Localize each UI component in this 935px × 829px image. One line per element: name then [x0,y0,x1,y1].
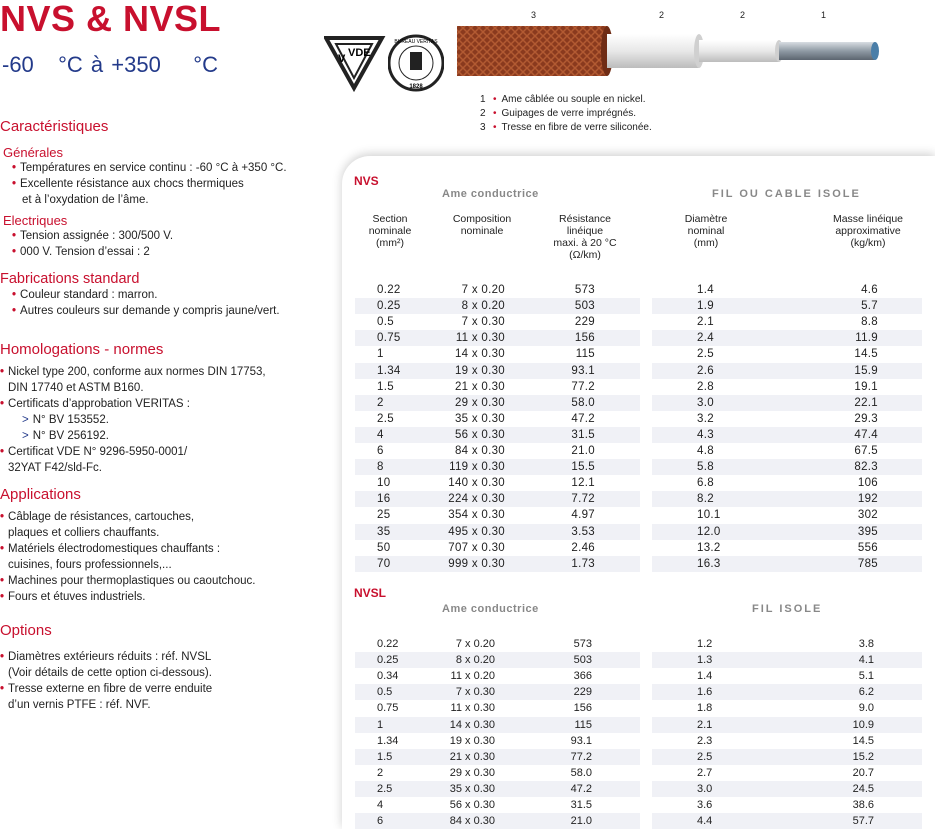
list-item: • Fours et étuves industriels. [0,591,146,603]
table-row [355,491,640,507]
page-title: NVS & NVSL [0,0,222,39]
table-cell: 302 [857,509,878,522]
table-cell: 29 x 0.30 [449,766,495,779]
nvs-table-label: NVS [354,174,379,188]
table-cell: 1.2 [697,638,713,650]
table-cell: 3.53 [571,525,595,538]
table-cell: 4.8 [697,445,714,457]
table-row [355,765,640,781]
table-cell: 2.1 [697,316,714,329]
table-cell: 2.5 [377,412,394,425]
table-cell: 16.3 [697,557,721,570]
table-cell: 11 x 0.30 [450,702,495,715]
table-cell: 10.9 [852,718,874,731]
table-cell: 24.5 [852,782,874,795]
table-row [652,749,922,765]
table-row [652,524,922,540]
list-item: • Certificat VDE N° 9296-5950-0001/ [0,446,188,458]
section-heading: Applications [0,486,81,503]
table-row [652,395,922,411]
table-row [355,314,640,330]
table-row [355,700,640,716]
table-cell: 20.7 [852,766,874,779]
table-cell: 229 [573,686,592,699]
table-row [355,540,640,556]
table-cell: 2.5 [377,782,393,795]
cable-number: 1 [821,10,827,20]
table-cell: 15.2 [852,750,874,763]
table-cell: 70 [377,557,391,570]
cable-number: 2 [659,10,665,20]
table-cell: 6 [377,815,384,828]
table-row [652,411,922,427]
table-cell: 156 [573,702,592,715]
table-row [355,363,640,379]
table-cell: 21 x 0.30 [449,750,495,763]
table-cell: 2.5 [697,750,713,763]
table-row [652,443,922,459]
table-row [652,363,922,379]
nvsl-table-label: NVSL [354,586,387,600]
table-cell: 12.0 [697,525,721,538]
list-item: • Températures en service continu : -60 °C à +350 °C. [12,162,287,174]
table-cell: 21.0 [570,815,592,828]
table-row [652,507,922,523]
table-cell: 8.2 [697,493,714,506]
table-cell: 67.5 [854,445,878,457]
table-cell: 93.1 [570,734,592,747]
table-cell: 0.34 [377,670,399,683]
list-item: • Autres couleurs sur demande y compris jaune/vert. [12,305,280,317]
section-heading: Options [0,622,52,639]
list-item: plaques et colliers chauffants. [8,527,160,539]
table-cell: 3.2 [697,412,714,425]
list-item: • Machines pour thermoplastiques ou caoutchouc. [0,575,256,587]
cable-number: 3 [531,10,537,20]
table-cell: 1.5 [377,380,394,393]
table-cell: 8 x 0.20 [455,654,495,667]
table-cell: 35 [377,525,391,538]
list-item: • Diamètres extérieurs réduits : réf. NVSL [0,651,212,663]
table-cell: 4.4 [697,815,713,828]
nvs-section-conductor: Ame conductrice [442,188,539,200]
table-row [652,652,922,668]
table-cell: 999 x 0.30 [448,557,505,570]
table-cell: 47.2 [571,412,595,425]
list-item: • Excellente résistance aux chocs thermiques [12,178,244,190]
certification-logos [324,30,444,101]
table-cell: 14 x 0.30 [454,348,505,361]
table-row [652,491,922,507]
table-row [355,717,640,733]
list-item: 32YAT F42/sld-Fc. [8,462,102,474]
list-item: • Tresse externe en fibre de verre enduite [0,683,213,695]
table-cell: 503 [574,300,595,313]
table-cell: 573 [574,284,595,296]
table-cell: 3.6 [697,799,713,811]
svg-text:BUREAU VERITAS: BUREAU VERITAS [394,39,438,45]
table-row [355,636,640,652]
table-cell: 1.6 [697,686,713,699]
table-row [355,411,640,427]
table-cell: 22.1 [854,396,878,409]
table-cell: 82.3 [854,461,878,474]
list-item: • 000 V. Tension d’essai : 2 [12,246,150,258]
table-cell: 366 [573,670,592,683]
table-row [355,443,640,459]
svg-text:V: V [338,53,346,65]
legend-item: 3 • Tresse en fibre de verre siliconée. [480,122,652,133]
table-cell: 4 [377,799,384,811]
table-cell: 3.8 [858,638,874,650]
table-cell: 29.3 [854,412,878,425]
section-heading: Fabrications standard [0,271,140,287]
section-heading: Caractéristiques [0,118,109,135]
table-cell: 7 x 0.20 [461,284,505,296]
column-header-diameter: Diamètre nominal (mm) [684,213,728,249]
table-cell: 0.22 [377,284,401,296]
nvs-section-cable: FIL OU CABLE ISOLE [712,188,861,200]
table-cell: 19 x 0.30 [449,734,495,747]
list-item: • Matériels électrodomestiques chauffants : [0,543,221,555]
column-header-mass: Masse linéique approximative (kg/km) [832,213,904,249]
table-cell: 5.1 [858,670,874,683]
table-cell: 21.0 [571,445,595,457]
table-cell: 38.6 [852,799,874,811]
table-cell: 47.2 [570,782,592,795]
table-cell: 3.0 [697,396,714,409]
table-cell: 1.3 [697,654,713,667]
table-cell: 1.34 [377,364,401,377]
table-row [652,636,922,652]
table-cell: 10.1 [697,509,721,522]
table-cell: 7 x 0.20 [455,638,495,650]
table-cell: 503 [573,654,592,667]
svg-text:VDE: VDE [348,47,371,59]
table-cell: 229 [574,316,595,329]
table-cell: 2 [377,766,384,779]
list-item: • Certificats d’approbation VERITAS : [0,398,190,410]
table-cell: 2.7 [697,766,713,779]
table-cell: 19.1 [854,380,878,393]
table-cell: 2.1 [697,718,713,731]
table-cell: 15.5 [571,461,595,474]
table-cell: 11 x 0.30 [455,332,505,345]
table-cell: 119 x 0.30 [449,461,505,474]
subsection-heading: Electriques [3,213,68,228]
table-row [355,797,640,813]
list-item: d’un vernis PTFE : réf. NVF. [8,699,151,711]
table-row [652,717,922,733]
list-item: • Câblage de résistances, cartouches, [0,511,195,523]
table-cell: 0.5 [377,686,393,699]
table-cell: 4 [377,428,384,441]
table-row [355,298,640,314]
table-cell: 15.9 [854,364,878,377]
table-row [355,749,640,765]
section-heading: Homologations - normes [0,341,164,358]
legend-item: 2 • Guipages de verre imprégnés. [480,108,637,119]
table-cell: 1.5 [377,750,393,763]
table-cell: 5.7 [861,300,878,313]
table-row [652,475,922,491]
table-cell: 8 x 0.20 [461,300,505,313]
table-row [652,668,922,684]
table-row [355,652,640,668]
table-row [355,459,640,475]
table-cell: 0.75 [377,702,399,715]
table-cell: 1.73 [571,557,595,570]
table-cell: 106 [857,477,878,490]
table-cell: 573 [573,638,592,650]
subsection-heading: Générales [3,145,63,160]
table-cell: 1.8 [697,702,713,715]
veritas-logo-icon [388,30,444,96]
table-row [652,813,922,829]
table-cell: 56 x 0.30 [449,799,495,811]
table-cell: 35 x 0.30 [454,412,505,425]
cable-icon [455,20,895,90]
table-cell: 21 x 0.30 [454,380,505,393]
table-row [652,540,922,556]
table-cell: 14 x 0.30 [449,718,495,731]
list-item: et à l’oxydation de l’âme. [22,194,149,206]
table-cell: 2.5 [697,348,714,361]
table-cell: 84 x 0.30 [454,445,505,457]
table-cell: 1.4 [697,670,713,683]
table-cell: 6.2 [858,686,874,699]
table-row [355,668,640,684]
table-cell: 47.4 [854,428,878,441]
table-row [652,314,922,330]
table-cell: 495 x 0.30 [448,525,505,538]
table-cell: 35 x 0.30 [449,782,495,795]
table-row [355,379,640,395]
table-row [652,298,922,314]
list-item: cuisines, fours professionnels,... [8,559,172,571]
table-cell: 2.6 [697,364,714,377]
table-cell: 31.5 [571,428,595,441]
table-cell: 7 x 0.30 [461,316,505,329]
table-cell: 140 x 0.30 [448,477,505,490]
table-cell: 58.0 [571,396,595,409]
list-item: • Nickel type 200, conforme aux normes DIN 17753, [0,366,266,378]
table-cell: 11.9 [855,332,878,345]
table-cell: 1.9 [697,300,714,313]
table-row [355,282,640,298]
table-row [652,330,922,346]
table-row [355,781,640,797]
table-row [355,346,640,362]
table-cell: 6 [377,445,384,457]
table-cell: 1 [377,718,384,731]
table-row [652,765,922,781]
list-item: > N° BV 153552. [22,414,109,426]
table-cell: 4.97 [571,509,595,522]
table-cell: 13.2 [697,541,721,554]
list-item: • Tension assignée : 300/500 V. [12,230,174,242]
table-cell: 77.2 [570,750,592,763]
table-cell: 4.1 [858,654,874,667]
table-cell: 156 [574,332,595,345]
table-row [652,797,922,813]
table-cell: 556 [857,541,878,554]
table-cell: 11 x 0.20 [450,670,495,683]
table-cell: 14.5 [852,734,874,747]
table-cell: 8 [377,461,384,474]
table-row [652,459,922,475]
table-cell: 1.4 [697,284,714,296]
table-cell: 354 x 0.30 [448,509,505,522]
legend-item: 1 • Ame câblée ou souple en nickel. [480,94,646,105]
table-cell: 224 x 0.30 [448,493,505,506]
table-cell: 192 [857,493,878,506]
table-row [355,813,640,829]
table-cell: 58.0 [570,766,592,779]
table-row [652,733,922,749]
table-cell: 93.1 [571,364,595,377]
table-row [355,524,640,540]
table-cell: 0.22 [377,638,399,650]
table-cell: 19 x 0.30 [454,364,505,377]
list-item: • Couleur standard : marron. [12,289,158,301]
table-row [652,427,922,443]
table-cell: 707 x 0.30 [448,541,505,554]
table-cell: 115 [574,718,592,731]
table-cell: 0.5 [377,316,394,329]
nvsl-section-wire: FIL ISOLE [752,603,823,615]
table-row [652,379,922,395]
table-row [355,475,640,491]
cable-legend [480,93,652,135]
table-cell: 2.4 [697,332,714,345]
list-item: DIN 17740 et ASTM B160. [8,382,144,394]
table-cell: 57.7 [852,815,874,828]
table-cell: 0.25 [377,300,401,313]
table-cell: 50 [377,541,391,554]
cable-number: 2 [740,10,746,20]
table-cell: 12.1 [571,477,595,490]
table-cell: 1.34 [377,734,399,747]
table-row [355,427,640,443]
table-row [652,781,922,797]
svg-text:1828: 1828 [409,84,423,90]
table-row [355,556,640,572]
table-cell: 29 x 0.30 [454,396,505,409]
column-header-section: Section nominale (mm²) [368,213,412,249]
column-header-composition: Composition nominale [452,213,512,237]
table-cell: 5.8 [697,461,714,474]
characteristics-column [0,118,320,713]
table-cell: 4.3 [697,428,714,441]
table-cell: 4.6 [861,284,878,296]
table-cell: 9.0 [858,702,874,715]
list-item: > N° BV 256192. [22,430,109,442]
table-cell: 0.75 [377,332,401,345]
nvsl-section-conductor: Ame conductrice [442,603,539,615]
table-cell: 14.5 [854,348,878,361]
table-cell: 2.8 [697,380,714,393]
table-cell: 115 [575,348,595,361]
table-cell: 8.8 [861,316,878,329]
table-cell: 2.46 [571,541,595,554]
table-row [355,684,640,700]
table-cell: 7.72 [571,493,595,506]
table-cell: 56 x 0.30 [454,428,505,441]
table-cell: 2.3 [697,734,713,747]
table-row [652,282,922,298]
table-cell: 395 [857,525,878,538]
table-row [355,395,640,411]
table-cell: 6.8 [697,477,714,490]
list-item: (Voir détails de cette option ci-dessous). [8,667,212,679]
temperature-range: -60 °C à +350 °C [2,52,218,77]
table-cell: 3.0 [697,782,713,795]
table-row [355,330,640,346]
table-cell: 84 x 0.30 [449,815,495,828]
table-row [652,700,922,716]
table-cell: 785 [857,557,878,570]
table-row [355,733,640,749]
table-cell: 2 [377,396,384,409]
table-row [355,507,640,523]
column-header-resistance: Résistance linéique maxi. à 20 °C (Ω/km) [553,213,617,261]
table-cell: 1 [377,348,384,361]
table-cell: 7 x 0.30 [455,686,495,699]
table-row [652,684,922,700]
table-cell: 25 [377,509,391,522]
table-cell: 10 [377,477,391,490]
table-cell: 0.25 [377,654,399,667]
table-row [652,346,922,362]
table-cell: 31.5 [570,799,592,811]
table-cell: 16 [377,493,391,506]
table-cell: 77.2 [571,380,595,393]
table-row [652,556,922,572]
